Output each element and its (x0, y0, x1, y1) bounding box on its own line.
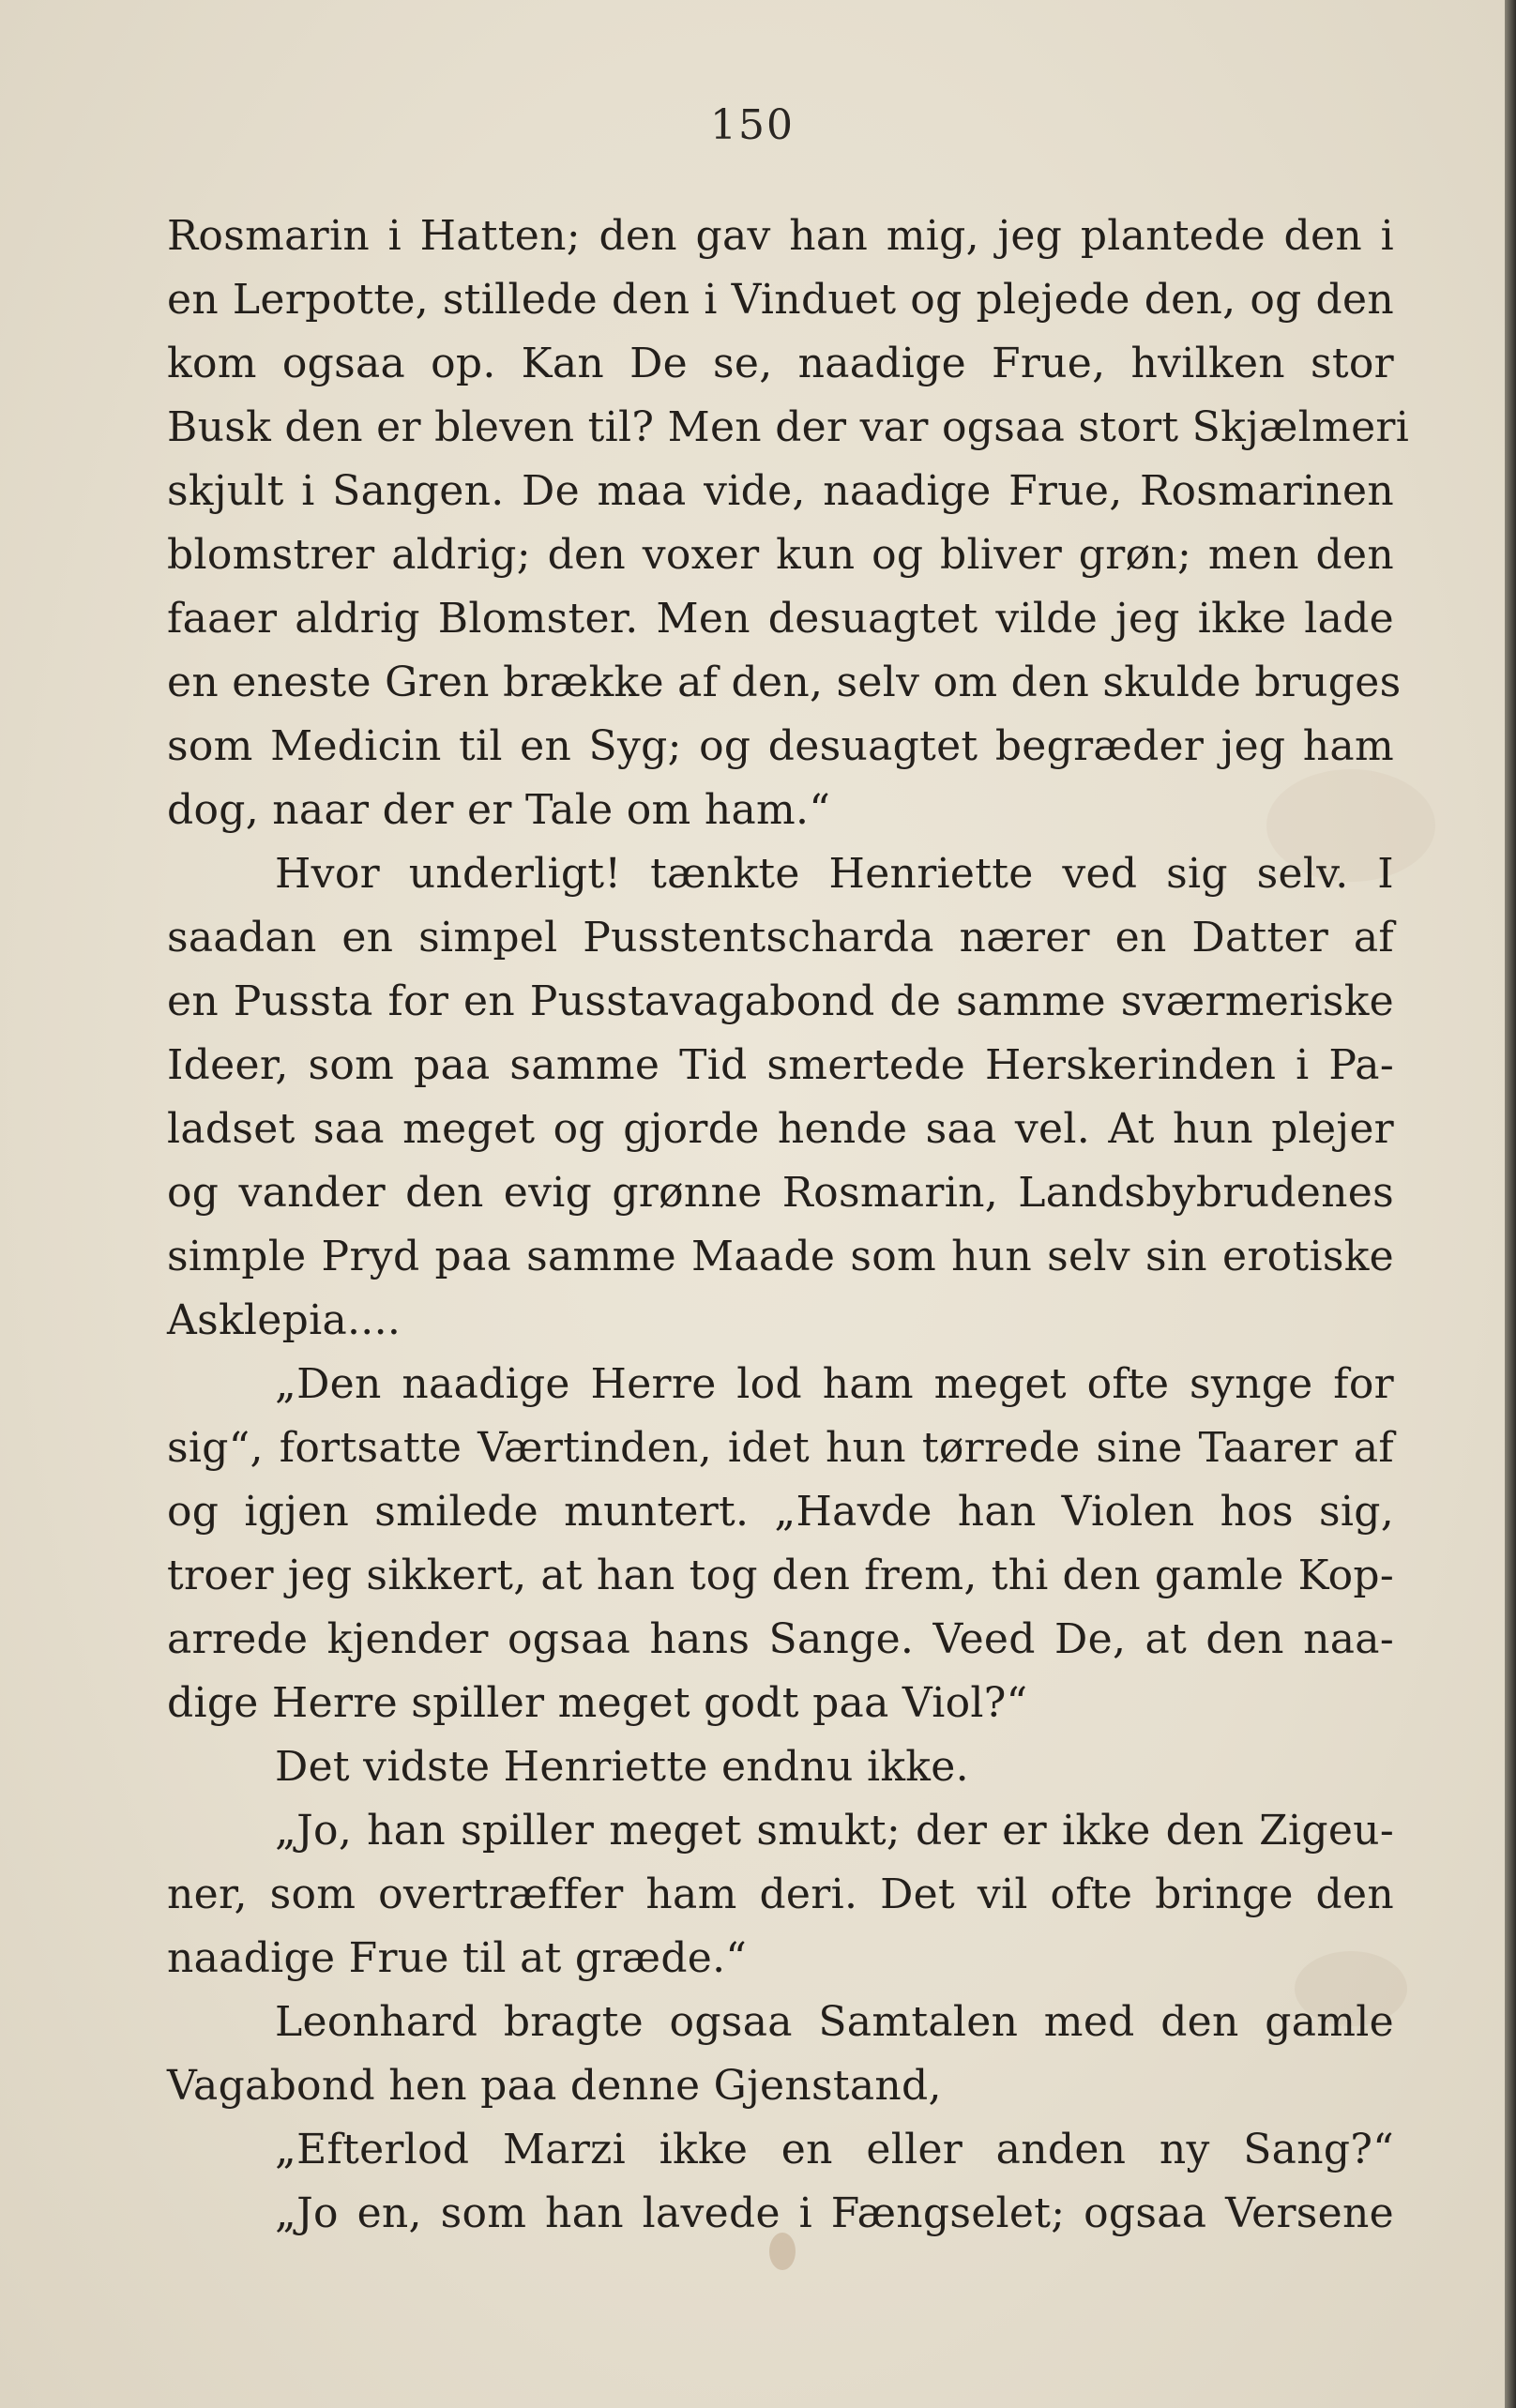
text-line: og vander den evig grønne Rosmarin, Landsbybrudenes (167, 1169, 1394, 1217)
text-line: en Pussta for en Pusstavagabond de samme sværmeriske (167, 977, 1394, 1025)
text-line: og igjen smilede muntert. „Havde han Violen hos sig, (167, 1488, 1394, 1536)
text-line: „Jo en, som han lavede i Fængselet; ogsaa Versene (275, 2189, 1394, 2237)
text-line: Hvor underligt! tænkte Henriette ved sig selv. I (275, 850, 1394, 898)
text-line: kom ogsaa op. Kan De se, naadige Frue, hvilken stor (167, 340, 1394, 387)
page-number: 150 (710, 101, 795, 149)
text-line: Vagabond hen paa denne Gjenstand, (167, 2062, 942, 2110)
text-line: „Efterlod Marzi ikke en eller anden ny Sang?“ (275, 2126, 1394, 2173)
text-line: Det vidste Henriette endnu ikke. (275, 1743, 969, 1791)
text-line: dog, naar der er Tale om ham.“ (167, 786, 831, 834)
text-line: Leonhard bragte ogsaa Samtalen med den gamle (275, 1998, 1394, 2046)
text-line: simple Pryd paa samme Maade som hun selv sin erotiske (167, 1233, 1394, 1280)
text-line: blomstrer aldrig; den voxer kun og bliver grøn; men den (167, 531, 1394, 579)
text-line: en Lerpotte, stillede den i Vinduet og plejede den, og den (167, 276, 1394, 324)
text-line: skjult i Sangen. De maa vide, naadige Frue, Rosmarinen (167, 467, 1394, 515)
text-line: Rosmarin i Hatten; den gav han mig, jeg plantede den i (167, 212, 1394, 260)
text-line: ladset saa meget og gjorde hende saa vel. At hun plejer (167, 1105, 1394, 1153)
text-line: en eneste Gren brække af den, selv om den skulde bruges (167, 659, 1402, 706)
text-line: „Den naadige Herre lod ham meget ofte synge for (275, 1360, 1394, 1408)
text-line: Ideer, som paa samme Tid smertede Herskerinden i Pa- (167, 1041, 1394, 1089)
text-line: faaer aldrig Blomster. Men desuagtet vilde jeg ikke lade (167, 595, 1394, 643)
text-line: saadan en simpel Pusstentscharda nærer en Datter af (167, 914, 1394, 962)
text-line: arrede kjender ogsaa hans Sange. Veed De, at den naa- (167, 1615, 1394, 1663)
text-line: som Medicin til en Syg; og desuagtet begræder jeg ham (167, 722, 1394, 770)
text-line: naadige Frue til at græde.“ (167, 1934, 748, 1982)
page-edge (1505, 0, 1516, 2408)
text-line: Asklepia.... (167, 1296, 402, 1344)
text-line: Busk den er bleven til? Men der var ogsaa stort Skjælmeri (167, 403, 1410, 451)
text-line: sig“, fortsatte Værtinden, idet hun tørrede sine Taarer af (167, 1424, 1394, 1472)
text-line: „Jo, han spiller meget smukt; der er ikke den Zigeu- (275, 1807, 1394, 1855)
text-line: dige Herre spiller meget godt paa Viol?“ (167, 1679, 1028, 1727)
text-line: ner, som overtræffer ham deri. Det vil ofte bringe den (167, 1870, 1394, 1918)
text-line: troer jeg sikkert, at han tog den frem, thi den gamle Kop- (167, 1552, 1394, 1599)
body-text (167, 204, 1410, 2246)
